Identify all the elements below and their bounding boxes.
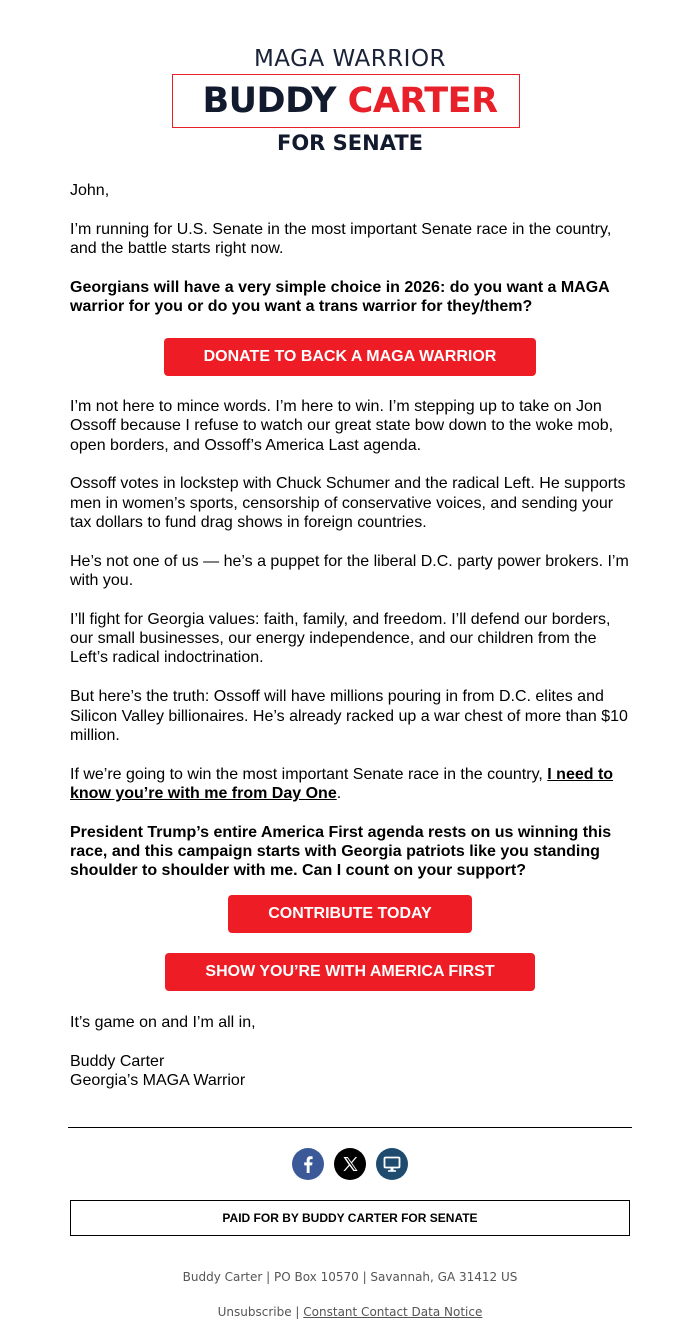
paragraph-georgia-values: I’ll fight for Georgia values: faith, family, and freedom. I’ll defend our borders, our small businesses, our energy independence, and our children from the Left’s radical indoctrination. [70,610,611,667]
x-icon[interactable] [334,1148,366,1180]
paid-for-disclaimer: PAID FOR BY BUDDY CARTER FOR SENATE [70,1200,630,1236]
donate-button[interactable]: DONATE TO BACK A MAGA WARRIOR [164,338,536,376]
day-one-suffix: . [336,784,342,802]
mailing-address: Buddy Carter | PO Box 10570 | Savannah, GA 31412 US [182,1270,518,1284]
paragraph-america-first: President Trump’s entire America First agenda rests on us winning this race, and this campaign starts with Georgia patriots like you standing shoulder to shoulder with me. Can I count on your support? [70,823,612,880]
contribute-button[interactable]: CONTRIBUTE TODAY [228,895,472,933]
america-first-button[interactable]: SHOW YOU’RE WITH AMERICA FIRST [165,953,535,991]
unsubscribe-link[interactable]: Unsubscribe [217,1305,292,1319]
logo-subtitle: FOR SENATE [276,131,423,155]
paragraph-choice: Georgians will have a very simple choice in 2026: do you want a MAGA warrior for you or do you want a trans warrior for they/them? [70,278,610,316]
social-links [0,1148,700,1180]
logo-last-name: CARTER [347,81,498,121]
signature-title: Georgia’s MAGA Warrior [70,1072,246,1090]
footer-links [0,1305,700,1319]
footer-separator: | [295,1305,300,1319]
paragraph-truth: But here’s the truth: Ossoff will have millions pouring in from D.C. elites and Silicon Valley billionaires. He’s already racked up a war chest of more than $10 million. [70,688,628,744]
email-body-middle [70,397,630,900]
paragraph-day-one [70,765,630,804]
website-icon[interactable] [376,1148,408,1180]
logo-first-name: BUDDY [202,81,336,121]
campaign-logo [0,44,700,155]
signature-name: Buddy Carter [70,1052,165,1070]
signature [70,1052,630,1091]
footer-divider [68,1127,632,1128]
paragraph-mince-words: I’m not here to mince words. I’m here to win. I’m stepping up to take on Jon Ossoff because I refuse to watch our great state bow down to the woke mob, open borders, and Ossoff’s America Last agenda. [70,398,614,454]
paragraph-intro: I’m running for U.S. Senate in the most important Senate race in the country, and the battle starts right now. [70,220,612,258]
facebook-icon[interactable] [292,1148,324,1180]
data-notice-link[interactable]: Constant Contact Data Notice [303,1305,483,1319]
email-signoff [70,1013,630,1090]
day-one-link[interactable]: I need to know you’re with me from Day One [70,765,614,802]
paragraph-ossoff-votes: Ossoff votes in lockstep with Chuck Schumer and the radical Left. He supports men in women’s sports, censorship of conservative voices, and sending your tax dollars to fund drag shows in foreign countries. [70,475,626,531]
logo-name [0,75,700,127]
email-body [70,181,630,316]
day-one-prefix: If we’re going to win the most important Senate race in the country, [70,765,548,783]
paragraph-not-one-of-us: He’s not one of us — he’s a puppet for the liberal D.C. party power brokers. I’m with you. [70,552,629,590]
closing-line: It’s game on and I’m all in, [70,1014,256,1031]
greeting: John, [70,182,110,199]
logo-tagline: MAGA WARRIOR [253,46,447,72]
